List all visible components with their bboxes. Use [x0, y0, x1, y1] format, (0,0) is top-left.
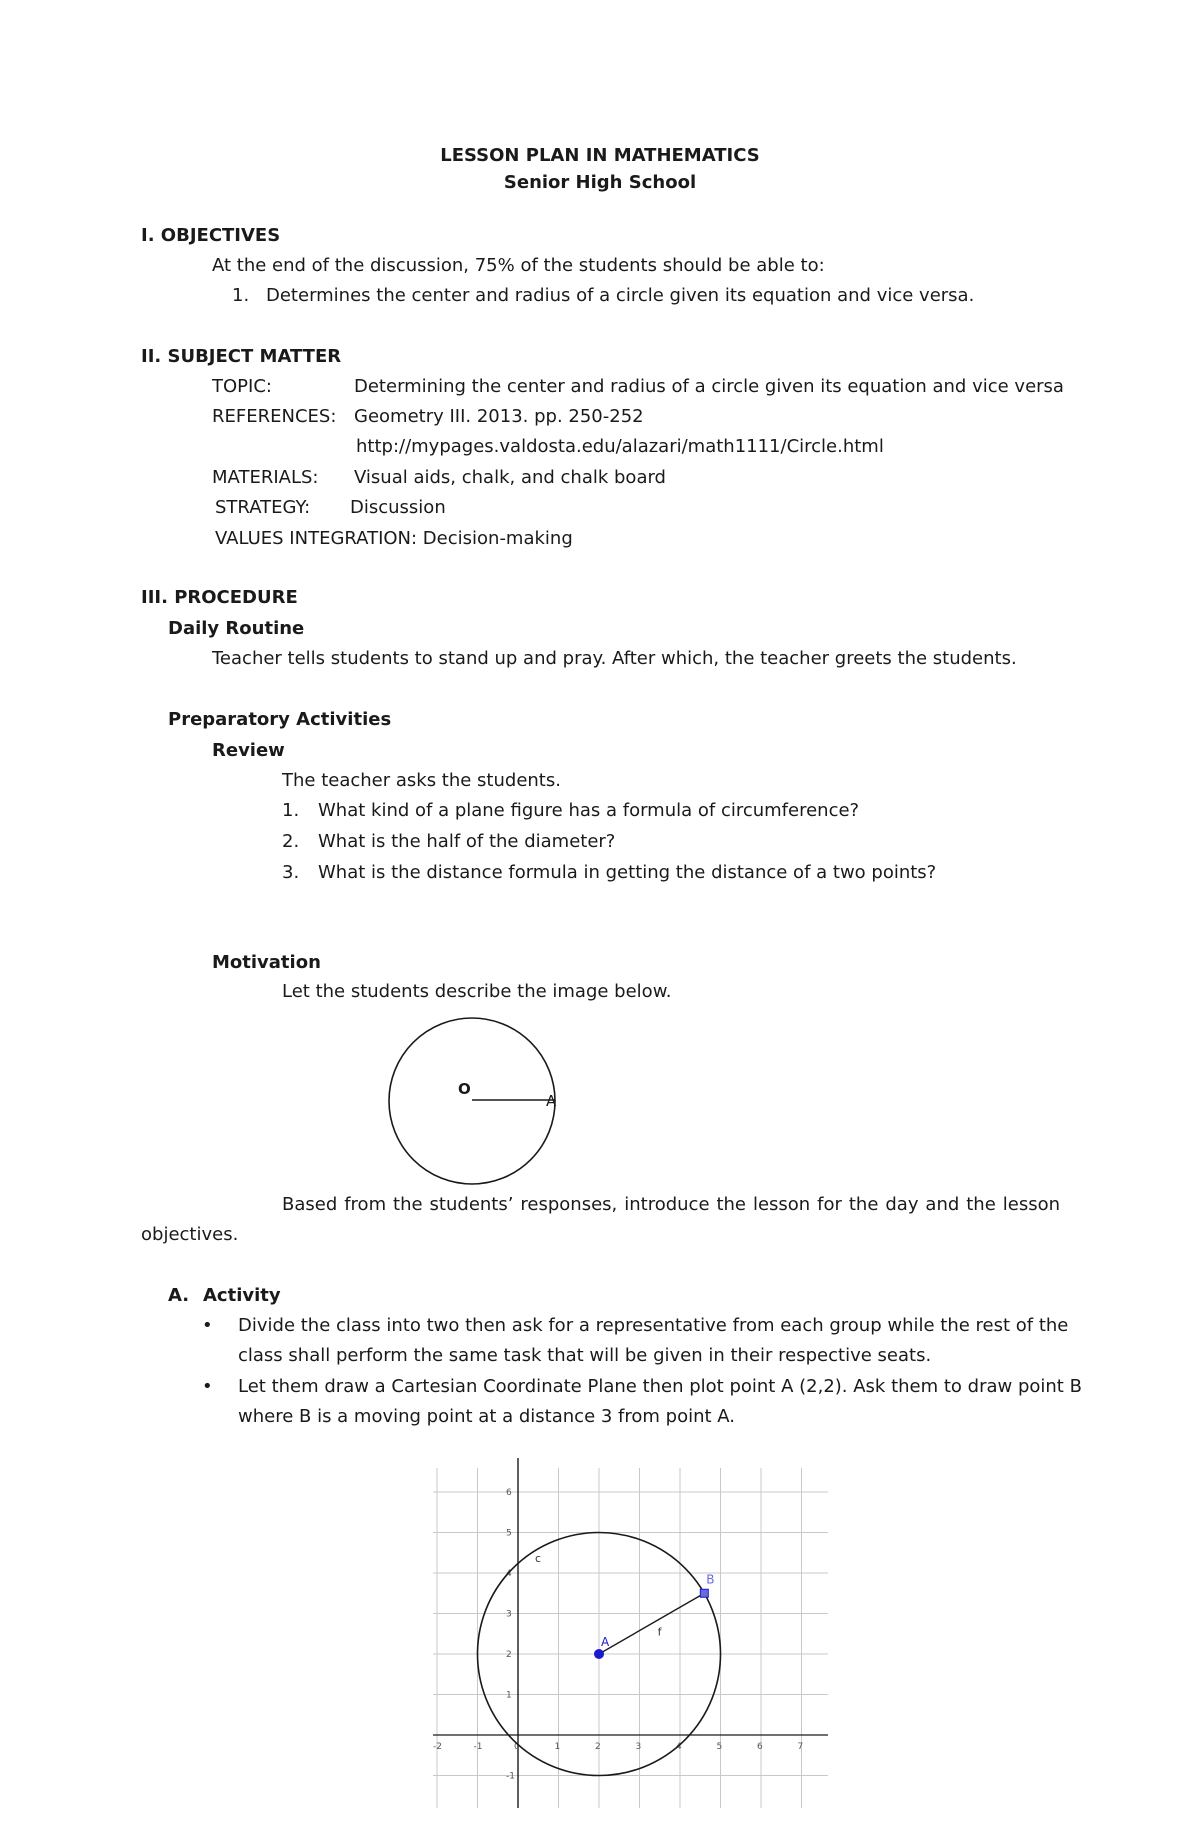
objective-text: Determines the center and radius of a circle given its equation and vice versa. — [266, 285, 975, 306]
activity-bullet-line: class shall perform the same task that will be given in their respective seats. — [238, 1345, 932, 1366]
page-title: LESSON PLAN IN MATHEMATICS — [440, 145, 760, 166]
materials-value: Visual aids, chalk, and chalk board — [354, 467, 666, 488]
review-question: What kind of a plane figure has a formula of circumference? — [318, 800, 860, 821]
center-label: O — [458, 1080, 471, 1098]
review-question: What is the half of the diameter? — [318, 831, 616, 852]
daily-routine-text: Teacher tells students to stand up and pray. After which, the teacher greets the students. — [212, 648, 1017, 669]
activity-bullet-line: Divide the class into two then ask for a representative from each group while the rest of the — [238, 1315, 1069, 1336]
segment-f — [599, 1593, 704, 1654]
procedure-heading: III. PROCEDURE — [141, 587, 298, 608]
x-tick-label: 7 — [797, 1742, 804, 1752]
y-tick-label: 3 — [506, 1609, 512, 1620]
y-tick-label: 5 — [506, 1528, 512, 1539]
x-tick-label: 0 — [514, 1742, 520, 1752]
review-number: 2. — [282, 831, 300, 852]
strategy-value: Discussion — [350, 497, 446, 518]
review-question: What is the distance formula in getting the distance of a two points? — [318, 862, 937, 883]
x-tick-label: -2 — [433, 1742, 442, 1752]
activity-heading: Activity — [203, 1285, 281, 1306]
motivation-followup-cont: objectives. — [141, 1224, 239, 1245]
daily-routine-heading: Daily Routine — [168, 618, 305, 639]
x-tick-label: 1 — [554, 1742, 561, 1752]
y-tick-label: 1 — [506, 1690, 512, 1701]
x-tick-label: 4 — [676, 1742, 682, 1752]
motivation-followup: Based from the students’ responses, introduce the lesson for the day and the lesson — [282, 1194, 1060, 1215]
y-tick-label: 2 — [506, 1650, 512, 1660]
x-tick-label: 6 — [757, 1742, 763, 1752]
x-tick-label: 3 — [635, 1742, 642, 1752]
references-value: Geometry III. 2013. pp. 250-252 — [354, 406, 644, 427]
x-tick-label: 2 — [595, 1742, 601, 1752]
point-a — [594, 1649, 604, 1659]
materials-label: MATERIALS: — [212, 467, 319, 488]
subject-matter-heading: II. SUBJECT MATTER — [141, 346, 342, 367]
x-tick-label: 5 — [716, 1742, 723, 1752]
y-tick-label: 6 — [506, 1488, 512, 1498]
y-tick-label: 4 — [506, 1569, 512, 1579]
page-subtitle: Senior High School — [503, 172, 697, 193]
references-url: http://mypages.valdosta.edu/alazari/math1111/Circle.html — [356, 436, 884, 457]
review-number: 3. — [282, 862, 300, 883]
activity-bullet-line: where B is a moving point at a distance 3 from point A. — [238, 1406, 735, 1427]
review-number: 1. — [282, 800, 300, 821]
x-tick-label: -1 — [473, 1742, 483, 1752]
objectives-intro: At the end of the discussion, 75% of the students should be able to: — [212, 255, 825, 276]
review-intro: The teacher asks the students. — [282, 770, 561, 791]
values-integration: VALUES INTEGRATION: Decision-making — [215, 528, 573, 549]
circle-label: c — [535, 1552, 542, 1565]
objectives-heading: I. OBJECTIVES — [141, 225, 281, 246]
point-b-label: B — [706, 1572, 715, 1587]
motivation-text: Let the students describe the image below. — [282, 981, 672, 1002]
bullet-icon: • — [202, 1315, 213, 1336]
references-label: REFERENCES: — [212, 406, 337, 427]
bullet-icon: • — [202, 1376, 213, 1397]
topic-value: Determining the center and radius of a circle given its equation and vice versa — [354, 376, 1064, 397]
objective-number: 1. — [232, 285, 250, 306]
topic-label: TOPIC: — [212, 376, 272, 397]
y-tick-label: -1 — [506, 1771, 515, 1782]
review-heading: Review — [212, 740, 285, 761]
segment-label: f — [657, 1625, 662, 1639]
preparatory-heading: Preparatory Activities — [168, 709, 392, 730]
point-label: A — [546, 1092, 557, 1110]
point-b — [700, 1589, 708, 1597]
activity-letter: A. — [168, 1285, 190, 1306]
activity-bullet-line: Let them draw a Cartesian Coordinate Plane then plot point A (2,2). Ask them to draw point B — [238, 1376, 1082, 1397]
motivation-heading: Motivation — [212, 952, 321, 973]
point-a-label: A — [601, 1635, 610, 1649]
strategy-label: STRATEGY: — [215, 497, 311, 518]
